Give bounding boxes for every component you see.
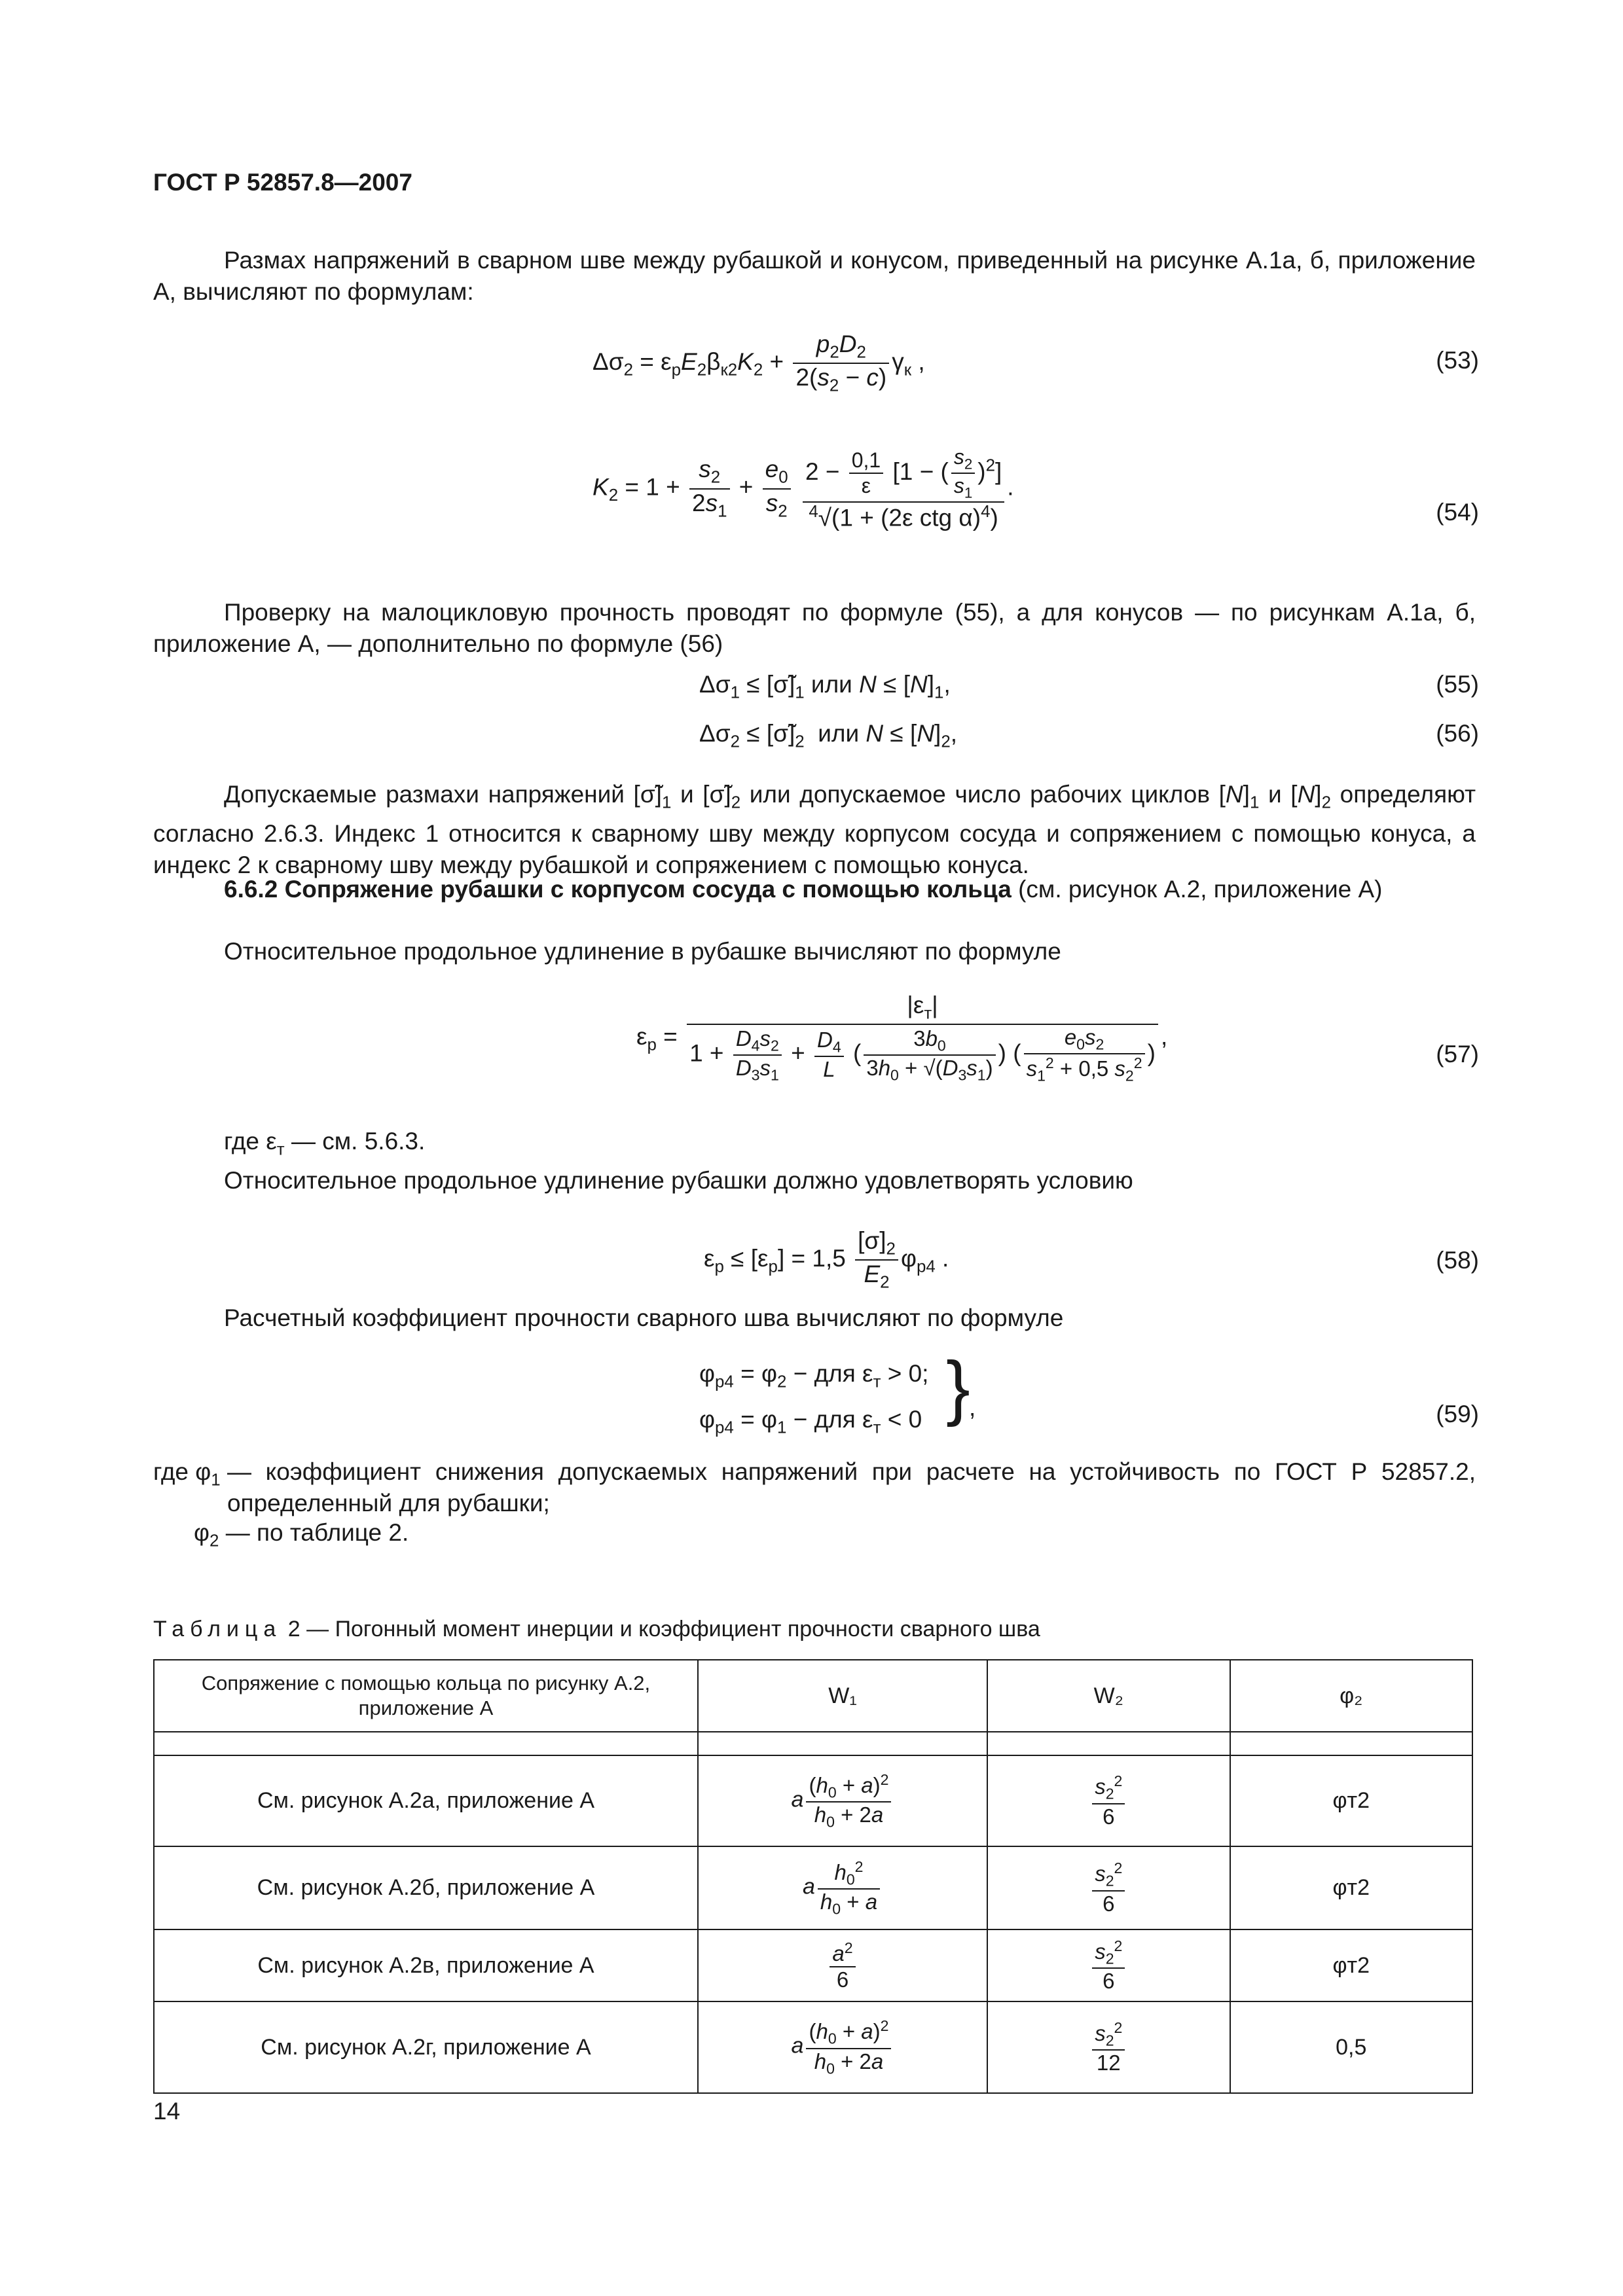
row-w1: $\frac{a^2}{6}$	[698, 1929, 987, 2001]
comma: ,	[969, 1394, 976, 1421]
equation-number-57: (57)	[1436, 1041, 1479, 1067]
formula-53: $\Delta\sigma_2 = \varepsilon_рE_2\beta_{к2}K_2$ + $\frac{p_2D_2}{2(s_2 - c)}$ $\gamma_к$ ,	[593, 331, 925, 395]
table-spacer-row	[154, 1732, 1472, 1755]
table-row	[154, 1846, 1472, 1929]
row-w2: $\frac{s_2^2}{6}$	[987, 1846, 1230, 1929]
definition-phi2: $\varphi_2$ — по таблице 2.	[194, 1519, 409, 1551]
section-number: 6.6.2	[224, 876, 278, 903]
header-cell-w1: W₁	[698, 1660, 987, 1732]
equation-number-56: (56)	[1436, 720, 1479, 747]
formula-55: $\Delta\sigma_1$ ≤ $[\sigmã]_1$ или $N \le [N]_1$,	[699, 671, 951, 702]
word-or: или	[818, 720, 860, 747]
row-label: См. рисунок А.2г, приложение А	[154, 2001, 698, 2093]
section-title: Сопряжение рубашки с корпусом сосуда с помощью кольца	[284, 876, 1012, 903]
equation-number-53: (53)	[1436, 347, 1479, 374]
row-label: См. рисунок А.2б, приложение А	[154, 1846, 698, 1929]
paragraph-fatigue-check: Проверку на малоцикловую прочность проводят по формуле (55), а для конусов — по рисункам А.1а, б, приложение А, — дополнительно по формуле (56)	[153, 599, 1476, 657]
table-row	[154, 1929, 1472, 2001]
formula-59: $\varphi_{р4} = \varphi_2$ − для $\varepsilon_т > 0$; $\varphi_{р4} = \varphi_1$ − для $\varepsilon_т < 0$	[699, 1360, 929, 1437]
paragraph-weld-coefficient: Расчетный коэффициент прочности сварного шва вычисляют по формуле	[224, 1304, 1064, 1331]
table-2	[153, 1659, 1473, 2094]
paragraph-intro-stress: Размах напряжений в сварном шве между рубашкой и конусом, приведенный на рисунке А.1а, б, приложение А, вычисляют по формулам:	[153, 247, 1476, 305]
definition-phi1: где $\varphi_1$ — коэффициент снижения допускаемых напряжений при расчете на устойчивость по ГОСТ Р 52857.2, определенный для рубашки;	[153, 1458, 1476, 1516]
brace: }	[946, 1347, 970, 1427]
paragraph-elongation: Относительное продольное удлинение в рубашке вычисляют по формуле	[224, 938, 1061, 965]
formula-56: $\Delta\sigma_2$ ≤ $[\sigmã]_2$ или $N \le [N]_2$,	[699, 720, 958, 751]
row-label: См. рисунок А.2в, приложение А	[154, 1929, 698, 2001]
section-6-6-2	[153, 874, 1476, 905]
equation-number-59: (59)	[1436, 1401, 1479, 1427]
page-number: 14	[153, 2098, 181, 2125]
header-cell-phi2: φ₂	[1230, 1660, 1472, 1732]
equation-number-58: (58)	[1436, 1247, 1479, 1274]
row-phi2: φт2	[1230, 1846, 1472, 1929]
row-phi2: φт2	[1230, 1755, 1472, 1846]
row-phi2: φт2	[1230, 1929, 1472, 2001]
equation-number-55: (55)	[1436, 671, 1479, 698]
section-reference: (см. рисунок А.2, приложение А)	[1018, 876, 1383, 903]
row-label: См. рисунок А.2а, приложение А	[154, 1755, 698, 1846]
table-header-row	[154, 1660, 1472, 1732]
formula-57: $\varepsilon_р$ = $|\varepsilon_т|$ 1 + $\frac{D_4s_2}{D_3s_1}$ + $\frac{D_4}{L}$ ( $\frac{3b_0}{3h_0 + √(D_3s_1)}$ ) ( $\frac{e_0s_2}{s_1^2 + 0,5 s_2^2}$ ) ,	[636, 992, 1168, 1085]
formula-54: $K_2 = 1$ + $\frac{s_2}{2s_1}$ + $\frac{e_0}{s_2}$ 2 − $\frac{0,1}{\varepsilon}$ [1 − ( $\frac{s_2}{s_1}$ )$^2$] $^4$√(1 + (2ε ctg α)$^4$) .	[593, 445, 1014, 531]
row-w1: a $\frac{(h_0 + a)^2}{h_0 + 2a}$	[698, 2001, 987, 2093]
document-header: ГОСТ Р 52857.8—2007	[153, 169, 412, 196]
table-row	[154, 2001, 1472, 2093]
word-or: или	[811, 671, 852, 698]
row-phi2: 0,5	[1230, 2001, 1472, 2093]
formula-58: $\varepsilon_р \le [\varepsilon_р] = 1,5$ $\frac{[\sigma]_2}{E_2}$ $\varphi_{р4}$ .	[704, 1227, 949, 1292]
row-w1: a $\frac{(h_0 + a)^2}{h_0 + 2a}$	[698, 1755, 987, 1846]
paragraph-allowable-ranges: Допускаемые размахи напряжений $[\sigmã]_1$ и $[\sigmã]_2$ или допускаемое число рабочих циклов $[N]_1$ и $[N]_2$ определяют согласно 2.6.3. Индекс 1 относится к сварному шву между корпусом сосуда и сопряжением с помощью конуса, а индекс 2 к сварному шву между рубашкой и сопряжением с помощью конуса.	[153, 781, 1476, 879]
equation-number-54: (54)	[1436, 499, 1479, 526]
row-w1: a $\frac{h_0^2}{h_0 + a}$	[698, 1846, 987, 1929]
row-w2: $\frac{s_2^2}{6}$	[987, 1755, 1230, 1846]
header-cell-connection: Сопряжение с помощью кольца по рисунку А.2, приложение А	[154, 1660, 698, 1732]
definition-eps-t: где $\varepsilon_т$ — см. 5.6.3.	[224, 1128, 426, 1159]
row-w2: $\frac{s_2^2}{12}$	[987, 2001, 1230, 2093]
row-w2: $\frac{s_2^2}{6}$	[987, 1929, 1230, 2001]
table-caption: Таблица 2 — Погонный момент инерции и коэффициент прочности сварного шва	[153, 1617, 1040, 1641]
paragraph-condition: Относительное продольное удлинение рубашки должно удовлетворять условию	[224, 1167, 1133, 1194]
table-row	[154, 1755, 1472, 1846]
header-cell-w2: W₂	[987, 1660, 1230, 1732]
